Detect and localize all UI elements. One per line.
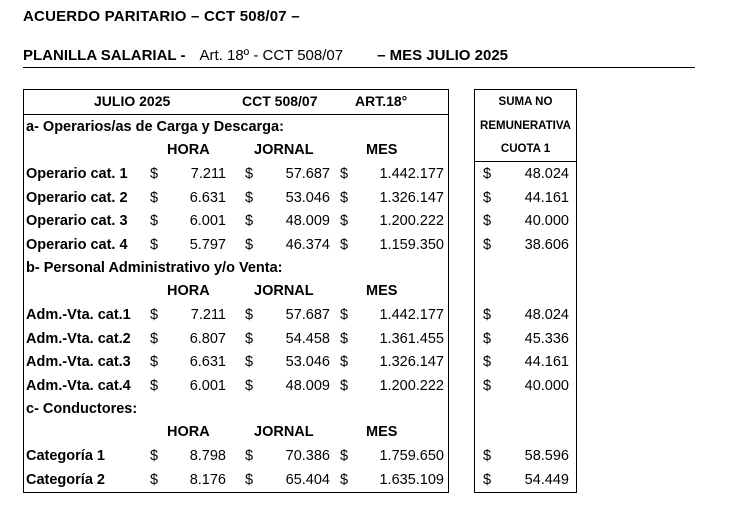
row-jornal: 53.046 — [285, 189, 330, 206]
row-category: Adm.-Vta. cat.1 — [26, 307, 131, 324]
row-hora: 8.798 — [189, 448, 226, 465]
currency-symbol: $ — [483, 354, 492, 371]
currency-symbol: $ — [150, 307, 159, 324]
currency-symbol: $ — [245, 330, 254, 347]
currency-symbol: $ — [340, 377, 349, 394]
row-jornal: 70.386 — [285, 448, 330, 465]
row-jornal: 48.009 — [285, 213, 330, 230]
suma-no-remunerativa-table — [474, 89, 577, 493]
planilla-label: PLANILLA SALARIAL - — [23, 47, 186, 64]
row-category: Adm.-Vta. cat.3 — [26, 354, 131, 371]
row-hora: 7.211 — [190, 166, 226, 183]
currency-symbol: $ — [483, 166, 492, 183]
row-jornal: 65.404 — [285, 471, 330, 488]
row-jornal: 57.687 — [285, 166, 330, 183]
row-hora: 6.001 — [189, 213, 226, 230]
currency-symbol: $ — [150, 236, 159, 253]
currency-symbol: $ — [245, 471, 254, 488]
currency-symbol: $ — [245, 236, 254, 253]
table-head-divider — [24, 114, 448, 115]
currency-symbol: $ — [340, 448, 349, 465]
row-suma: 40.000 — [524, 213, 569, 230]
row-suma: 58.596 — [524, 448, 569, 465]
currency-symbol: $ — [483, 189, 492, 206]
row-suma: 44.161 — [524, 189, 569, 206]
currency-symbol: $ — [483, 377, 492, 394]
currency-symbol: $ — [150, 330, 159, 347]
row-hora: 5.797 — [189, 236, 226, 253]
column-header-jornal: JORNAL — [254, 424, 314, 440]
side-header-line3: CUOTA 1 — [500, 143, 551, 155]
row-mes: 1.635.109 — [379, 471, 444, 488]
side-head-divider — [475, 161, 576, 162]
column-header-hora: HORA — [167, 283, 210, 299]
section-title: a- Operarios/as de Carga y Descarga: — [26, 118, 284, 135]
currency-symbol: $ — [483, 330, 492, 347]
mes-label: – MES JULIO 2025 — [377, 47, 509, 64]
currency-symbol: $ — [483, 213, 492, 230]
currency-symbol: $ — [340, 166, 349, 183]
row-mes: 1.442.177 — [379, 166, 444, 183]
currency-symbol: $ — [150, 377, 159, 394]
currency-symbol: $ — [150, 166, 159, 183]
row-category: Categoría 2 — [26, 471, 105, 488]
salary-table — [23, 89, 449, 493]
row-hora: 6.631 — [189, 189, 226, 206]
row-mes: 1.442.177 — [379, 307, 444, 324]
side-header-line2: REMUNERATIVA — [480, 120, 571, 132]
row-category: Adm.-Vta. cat.2 — [26, 330, 131, 347]
row-category: Categoría 1 — [26, 448, 105, 465]
table-head-cct: CCT 508/07 — [242, 93, 318, 109]
title-underline — [23, 67, 695, 68]
row-hora: 8.176 — [189, 471, 226, 488]
row-suma: 40.000 — [524, 377, 569, 394]
currency-symbol: $ — [245, 166, 254, 183]
currency-symbol: $ — [245, 354, 254, 371]
table-head-art: ART.18° — [355, 93, 408, 109]
row-jornal: 48.009 — [285, 377, 330, 394]
row-suma: 38.606 — [524, 236, 569, 253]
currency-symbol: $ — [245, 377, 254, 394]
row-category: Operario cat. 3 — [26, 213, 128, 230]
currency-symbol: $ — [340, 354, 349, 371]
row-jornal: 46.374 — [285, 236, 330, 253]
currency-symbol: $ — [245, 307, 254, 324]
currency-symbol: $ — [150, 213, 159, 230]
currency-symbol: $ — [340, 236, 349, 253]
side-header-line1: SUMA NO — [498, 96, 553, 108]
section-title: b- Personal Administrativo y/o Venta: — [26, 259, 283, 276]
currency-symbol: $ — [150, 354, 159, 371]
column-header-mes: MES — [366, 283, 398, 299]
row-jornal: 53.046 — [285, 354, 330, 371]
document-title: ACUERDO PARITARIO – CCT 508/07 – — [23, 8, 300, 25]
column-header-mes: MES — [366, 142, 398, 158]
currency-symbol: $ — [245, 448, 254, 465]
row-suma: 48.024 — [524, 166, 569, 183]
currency-symbol: $ — [245, 213, 254, 230]
column-header-jornal: JORNAL — [254, 142, 314, 158]
currency-symbol: $ — [340, 471, 349, 488]
table-head-month: JULIO 2025 — [94, 93, 171, 109]
row-category: Adm.-Vta. cat.4 — [26, 377, 131, 394]
currency-symbol: $ — [340, 189, 349, 206]
currency-symbol: $ — [150, 448, 159, 465]
row-hora: 6.631 — [189, 354, 226, 371]
row-mes: 1.200.222 — [379, 213, 444, 230]
currency-symbol: $ — [340, 213, 349, 230]
currency-symbol: $ — [483, 471, 492, 488]
row-jornal: 57.687 — [285, 307, 330, 324]
currency-symbol: $ — [150, 189, 159, 206]
column-header-hora: HORA — [167, 424, 210, 440]
currency-symbol: $ — [340, 307, 349, 324]
row-suma: 44.161 — [524, 354, 569, 371]
row-category: Operario cat. 2 — [26, 189, 128, 206]
row-mes: 1.326.147 — [379, 354, 444, 371]
row-category: Operario cat. 1 — [26, 166, 128, 183]
row-suma: 48.024 — [524, 307, 569, 324]
currency-symbol: $ — [483, 448, 492, 465]
row-mes: 1.759.650 — [379, 448, 444, 465]
row-mes: 1.361.455 — [379, 330, 444, 347]
section-title: c- Conductores: — [26, 400, 138, 417]
row-jornal: 54.458 — [285, 330, 330, 347]
currency-symbol: $ — [245, 189, 254, 206]
currency-symbol: $ — [483, 236, 492, 253]
row-mes: 1.326.147 — [379, 189, 444, 206]
row-suma: 54.449 — [524, 471, 569, 488]
currency-symbol: $ — [340, 330, 349, 347]
articulo-label: Art. 18º - CCT 508/07 — [199, 47, 344, 64]
row-hora: 7.211 — [190, 307, 226, 324]
column-header-mes: MES — [366, 424, 398, 440]
currency-symbol: $ — [483, 307, 492, 324]
row-mes: 1.200.222 — [379, 377, 444, 394]
document-subtitle — [23, 47, 508, 64]
row-category: Operario cat. 4 — [26, 236, 128, 253]
row-hora: 6.807 — [189, 330, 226, 347]
row-suma: 45.336 — [524, 330, 569, 347]
currency-symbol: $ — [150, 471, 159, 488]
row-mes: 1.159.350 — [379, 236, 444, 253]
column-header-hora: HORA — [167, 142, 210, 158]
row-hora: 6.001 — [189, 377, 226, 394]
column-header-jornal: JORNAL — [254, 283, 314, 299]
